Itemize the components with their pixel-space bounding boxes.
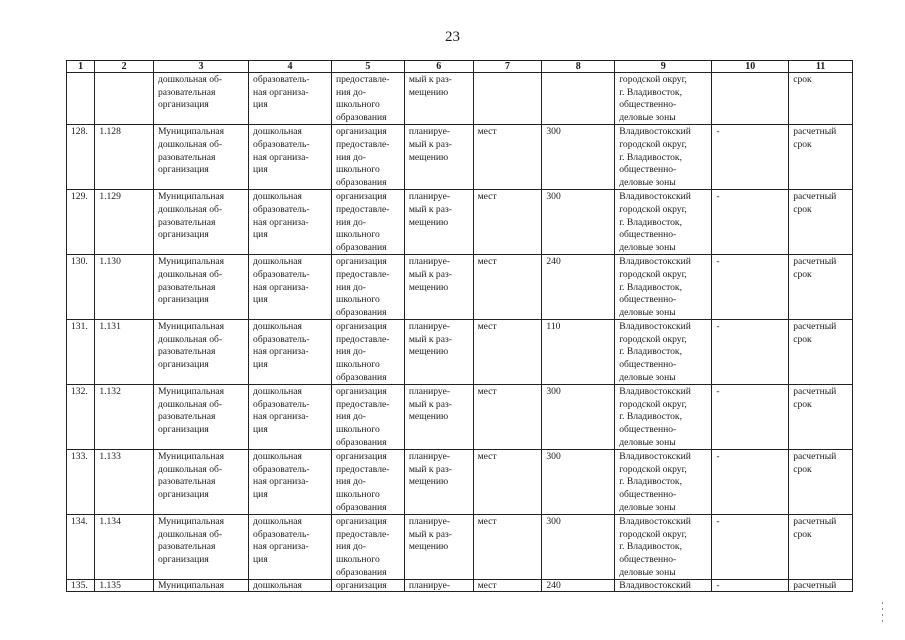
cell-text: организация предоставле- ния до- школьного образования	[335, 321, 390, 383]
cell-text: Владивостокский городской округ, г. Владивосток, общественно- деловые зоны	[619, 256, 691, 318]
table-cell	[789, 385, 853, 450]
column-header: 2	[95, 61, 154, 73]
table-cell	[404, 580, 473, 592]
cell-text: 300	[546, 191, 561, 203]
column-header: 7	[473, 61, 542, 73]
cell-text: 129.	[71, 191, 88, 203]
table-cell	[404, 320, 473, 385]
table-cell	[249, 515, 332, 580]
cell-text: мый к раз- мещению	[408, 74, 452, 98]
cell-text: мест	[477, 451, 497, 463]
cell-text: мест	[477, 516, 497, 528]
table-cell	[404, 125, 473, 190]
cell-text: 240	[546, 580, 561, 592]
cell-text: -	[716, 516, 720, 528]
table-cell	[95, 450, 154, 515]
cell-text: планируе- мый к раз- мещению	[408, 321, 452, 358]
table-row	[67, 125, 853, 190]
table-cell	[404, 255, 473, 320]
table-cell	[331, 515, 404, 580]
cell-text: Владивостокский городской округ, г. Владивосток, общественно- деловые зоны	[619, 126, 691, 188]
table-cell	[542, 125, 615, 190]
cell-text: Муниципальная дошкольная об- разовательная организация	[157, 126, 225, 176]
cell-text: мест	[477, 191, 497, 203]
cell-text: 128.	[71, 126, 88, 138]
cell-text: организация предоставле- ния до- школьного образования	[335, 516, 390, 578]
cell-text: организация предоставле- ния до- школьного образования	[335, 256, 390, 318]
column-header: 4	[249, 61, 332, 73]
table-cell	[404, 190, 473, 255]
cell-text: расчетный	[793, 580, 837, 592]
table-cell	[712, 255, 789, 320]
table-cell	[153, 190, 248, 255]
cell-text: расчетный срок	[793, 321, 837, 345]
cell-text: образователь- ная организа- ция	[253, 74, 310, 111]
cell-text: мест	[477, 580, 497, 592]
table-cell	[473, 255, 542, 320]
cell-text: дошкольная образователь- ная организа- ция	[253, 191, 310, 241]
table-cell	[95, 580, 154, 592]
cell-text: Муниципальная	[157, 580, 225, 592]
table-cell	[249, 320, 332, 385]
table-cell	[249, 580, 332, 592]
table-cell	[789, 515, 853, 580]
cell-text: 1.134	[99, 516, 121, 528]
cell-text: 132.	[71, 386, 88, 398]
table-cell	[712, 580, 789, 592]
data-table	[66, 60, 853, 592]
table-cell	[67, 320, 95, 385]
cell-text: 1.132	[99, 386, 121, 398]
cell-text: организация предоставле- ния до- школьного образования	[335, 386, 390, 448]
cell-text: расчетный срок	[793, 191, 837, 215]
cell-text: 240	[546, 256, 561, 268]
table-row	[67, 190, 853, 255]
table-cell	[615, 320, 712, 385]
table-cell	[67, 450, 95, 515]
table-cell	[95, 320, 154, 385]
table-cell	[331, 385, 404, 450]
table-cell	[249, 73, 332, 125]
table-cell	[153, 450, 248, 515]
cell-text: дошкольная об- разовательная организация	[157, 74, 223, 111]
cell-text: предоставле- ния до- школьного образования	[335, 74, 390, 123]
table-cell	[712, 385, 789, 450]
table-cell	[789, 73, 853, 125]
table-cell	[153, 255, 248, 320]
table-row	[67, 515, 853, 580]
cell-text: расчетный срок	[793, 516, 837, 540]
cell-text: дошкольная образователь- ная организа- ция	[253, 451, 310, 500]
table-cell	[789, 190, 853, 255]
table-cell	[615, 125, 712, 190]
table-cell	[615, 255, 712, 320]
cell-text: 1.131	[99, 321, 121, 333]
cell-text: 300	[546, 386, 561, 398]
table-cell	[789, 320, 853, 385]
cell-text: Владивостокский городской округ, г. Владивосток, общественно- деловые зоны	[619, 321, 691, 383]
cell-text: 1.133	[99, 451, 121, 463]
table-cell	[789, 255, 853, 320]
cell-text: планируе-	[408, 580, 451, 592]
column-header: 3	[153, 61, 248, 73]
table-cell	[615, 190, 712, 255]
cell-text: планируе- мый к раз- мещению	[408, 451, 452, 488]
table-cell	[615, 580, 712, 592]
table-cell	[67, 515, 95, 580]
table-cell	[712, 73, 789, 125]
table-cell	[473, 385, 542, 450]
table-cell	[67, 125, 95, 190]
table-cell	[153, 515, 248, 580]
cell-text: Владивостокский	[619, 580, 691, 592]
cell-text: -	[716, 256, 720, 268]
table-row	[67, 320, 853, 385]
cell-text: расчетный срок	[793, 386, 837, 410]
table-cell	[542, 190, 615, 255]
table-cell	[331, 73, 404, 125]
table-cell	[542, 450, 615, 515]
table-cell	[404, 385, 473, 450]
cell-text: организация	[335, 580, 387, 592]
cell-text: дошкольная образователь- ная организа- ция	[253, 126, 310, 176]
table-cell	[153, 385, 248, 450]
cell-text: 300	[546, 126, 561, 138]
cell-text: Владивостокский городской округ, г. Владивосток, общественно- деловые зоны	[619, 516, 691, 578]
table-cell	[712, 320, 789, 385]
table-cell	[542, 385, 615, 450]
header-row	[67, 61, 853, 73]
table-cell	[331, 255, 404, 320]
cell-text: расчетный срок	[793, 126, 837, 150]
cell-text: срок	[793, 74, 812, 85]
cell-text: Муниципальная дошкольная об- разовательная организация	[157, 386, 225, 436]
table-cell	[67, 73, 95, 125]
cell-text: расчетный срок	[793, 256, 837, 280]
table-cell	[473, 450, 542, 515]
table-cell	[542, 255, 615, 320]
table-cell	[95, 515, 154, 580]
table-cell	[95, 190, 154, 255]
cell-text: 1.135	[99, 580, 121, 592]
table-cell	[542, 73, 615, 125]
cell-text: планируе- мый к раз- мещению	[408, 256, 452, 293]
cell-text: 1.129	[99, 191, 121, 203]
cell-text: дошкольная образователь- ная организа- ция	[253, 256, 310, 306]
table-cell	[249, 450, 332, 515]
cell-text: Владивостокский городской округ, г. Владивосток, общественно- деловые зоны	[619, 191, 691, 253]
cell-text: 1.128	[99, 126, 121, 138]
table-cell	[153, 320, 248, 385]
table-cell	[67, 255, 95, 320]
table-cell	[67, 190, 95, 255]
table-cell	[473, 125, 542, 190]
column-header: 9	[615, 61, 712, 73]
table-cell	[542, 580, 615, 592]
table-cell	[712, 515, 789, 580]
cell-text: 300	[546, 451, 561, 463]
scan-edge-mark	[880, 602, 886, 626]
column-header: 1	[67, 61, 95, 73]
cell-text: -	[716, 451, 720, 463]
cell-text: Муниципальная дошкольная об- разовательная организация	[157, 256, 225, 306]
cell-text: 134.	[71, 516, 88, 528]
table-cell	[712, 125, 789, 190]
table-cell	[331, 190, 404, 255]
table-cell	[615, 73, 712, 125]
table-cell	[249, 125, 332, 190]
cell-text: 130.	[71, 256, 88, 268]
cell-text: планируе- мый к раз- мещению	[408, 126, 452, 163]
table-row	[67, 450, 853, 515]
cell-text: планируе- мый к раз- мещению	[408, 191, 452, 228]
column-header: 8	[542, 61, 615, 73]
table-cell	[153, 73, 248, 125]
table-cell	[473, 190, 542, 255]
table-cell	[95, 73, 154, 125]
table-cell	[331, 320, 404, 385]
cell-text: -	[716, 580, 720, 592]
table-cell	[95, 255, 154, 320]
cell-text: Муниципальная дошкольная об- разовательная организация	[157, 451, 225, 500]
cell-text: городской округ, г. Владивосток, общественно- деловые зоны	[619, 74, 687, 123]
cell-text: Муниципальная дошкольная об- разовательная организация	[157, 516, 225, 565]
cell-text: 133.	[71, 451, 88, 463]
cell-text: организация предоставле- ния до- школьного образования	[335, 191, 390, 253]
table-row	[67, 385, 853, 450]
table-row	[67, 255, 853, 320]
table-cell	[153, 580, 248, 592]
cell-text: планируе- мый к раз- мещению	[408, 386, 452, 423]
table-cell	[712, 190, 789, 255]
table-cell	[473, 73, 542, 125]
table-cell	[95, 385, 154, 450]
cell-text: Муниципальная дошкольная об- разовательная организация	[157, 321, 225, 371]
cell-text: дошкольная образователь- ная организа- ция	[253, 516, 310, 565]
table-cell	[615, 515, 712, 580]
table-cell	[153, 125, 248, 190]
table-cell	[67, 385, 95, 450]
column-header: 11	[789, 61, 853, 73]
table-cell	[473, 580, 542, 592]
table-cell	[404, 515, 473, 580]
table-cell	[95, 125, 154, 190]
table-cell	[404, 450, 473, 515]
cell-text: мест	[477, 256, 497, 268]
cell-text: -	[716, 191, 720, 203]
table-cell	[249, 255, 332, 320]
table-cell	[615, 385, 712, 450]
cell-text: 131.	[71, 321, 88, 333]
cell-text: дошкольная	[253, 580, 302, 592]
table-cell	[473, 320, 542, 385]
table-cell	[542, 320, 615, 385]
table-cell	[67, 580, 95, 592]
cell-text: 300	[546, 516, 561, 528]
column-header: 6	[404, 61, 473, 73]
cell-text: -	[716, 321, 720, 333]
cell-text: -	[716, 386, 720, 398]
table-cell	[249, 385, 332, 450]
table-cell	[473, 515, 542, 580]
table-cell	[404, 73, 473, 125]
cell-text: дошкольная образователь- ная организа- ция	[253, 321, 310, 371]
table-cell	[615, 450, 712, 515]
table-cell	[542, 515, 615, 580]
table-cell	[331, 580, 404, 592]
cell-text: Владивостокский городской округ, г. Владивосток, общественно- деловые зоны	[619, 386, 691, 448]
table-row	[67, 580, 853, 592]
cell-text: 135.	[71, 580, 88, 592]
column-header: 10	[712, 61, 789, 73]
cell-text: расчетный срок	[793, 451, 837, 475]
column-header: 5	[331, 61, 404, 73]
cell-text: организация предоставле- ния до- школьного образования	[335, 451, 390, 513]
cell-text: Владивостокский городской округ, г. Владивосток, общественно- деловые зоны	[619, 451, 691, 513]
cell-text: 1.130	[99, 256, 121, 268]
table-cell	[331, 450, 404, 515]
page-number: 23	[445, 29, 460, 45]
table-cell	[789, 580, 853, 592]
cell-text: -	[716, 126, 720, 138]
cell-text: мест	[477, 126, 497, 138]
cell-text: Муниципальная дошкольная об- разовательная организация	[157, 191, 225, 241]
table-row	[67, 73, 853, 125]
table-cell	[249, 190, 332, 255]
cell-text: мест	[477, 321, 497, 333]
table-cell	[712, 450, 789, 515]
cell-text: организация предоставле- ния до- школьного образования	[335, 126, 390, 188]
cell-text: планируе- мый к раз- мещению	[408, 516, 452, 553]
table-cell	[789, 450, 853, 515]
table-cell	[331, 125, 404, 190]
table-cell	[789, 125, 853, 190]
cell-text: дошкольная образователь- ная организа- ция	[253, 386, 310, 436]
cell-text: 110	[546, 321, 561, 333]
cell-text: мест	[477, 386, 497, 398]
